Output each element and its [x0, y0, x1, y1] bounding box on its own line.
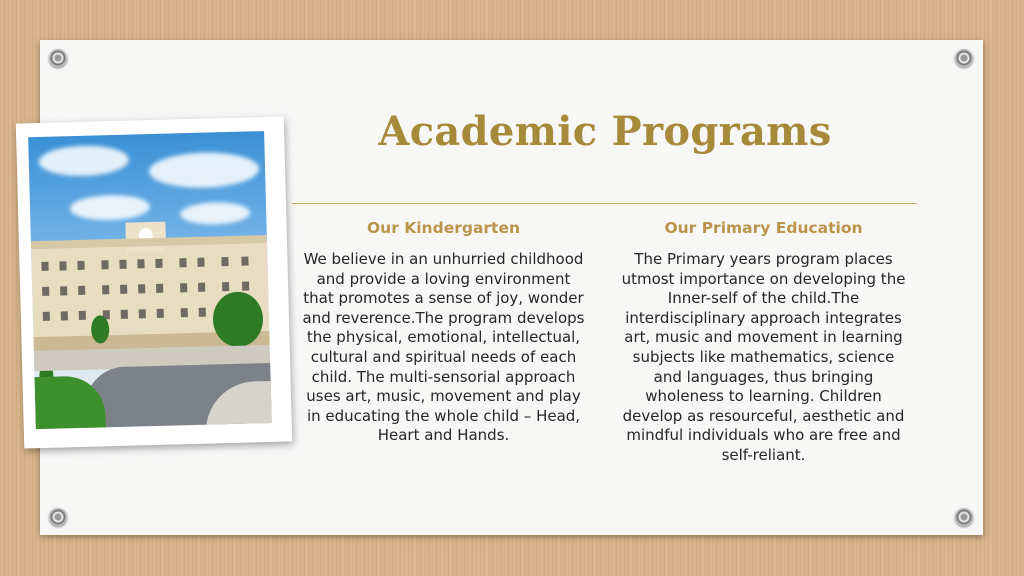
photo-frame	[16, 117, 292, 449]
primary-education-column	[621, 219, 906, 466]
column-body: We believe in an unhurried childhood and provide a loving environment that promotes a sense of joy, wonder and reverence.The program develops the physical, emotional, intellectual, cultural and spiritual needs of each child. The multi-sensorial approach uses art, music, movement and play in educating the whole child – Head, Heart and Hands.	[302, 250, 585, 445]
pin-icon	[49, 49, 67, 67]
page-title: Academic Programs	[378, 108, 832, 155]
pin-icon	[955, 49, 973, 67]
kindergarten-column	[301, 219, 586, 446]
pin-icon	[955, 508, 973, 526]
school-building-photo	[28, 131, 272, 429]
column-heading: Our Primary Education	[664, 219, 863, 237]
column-heading: Our Kindergarten	[366, 219, 521, 237]
title-divider	[292, 203, 917, 204]
column-body: The Primary years program places utmost importance on developing the Inner-self of the child.The interdisciplinary approach integrates art, music and movement in learning subjects like mathematics, science and languages, thus bringing wholeness to learning. Children develop as resourceful, aesthetic and mindful individuals who are free and self-reliant.	[621, 250, 906, 464]
pin-icon	[49, 508, 67, 526]
